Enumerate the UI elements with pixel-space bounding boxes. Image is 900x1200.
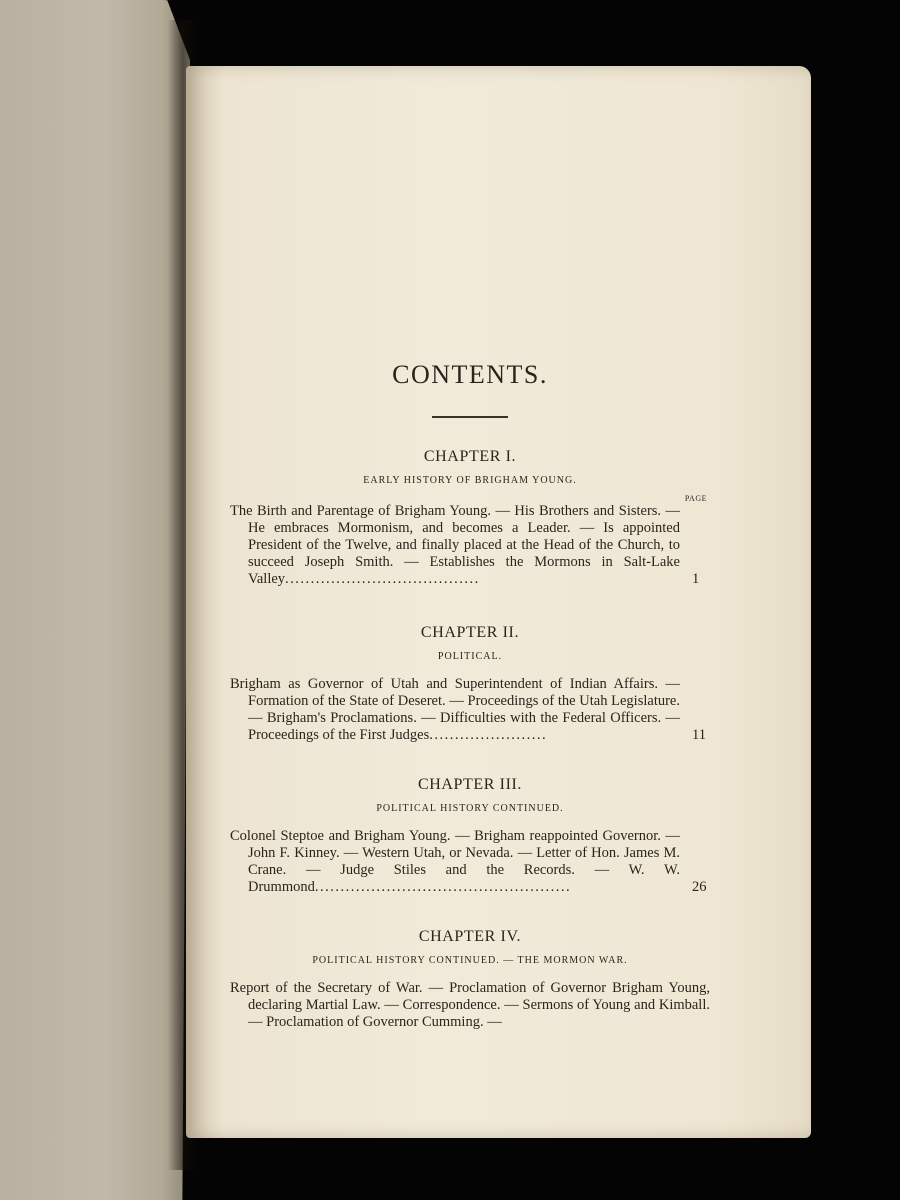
chapter-heading: CHAPTER I. <box>423 448 517 465</box>
chapter-heading: CHAPTER IV. <box>418 928 522 945</box>
dot-leader: .................................................. <box>314 879 572 895</box>
chapter-3 <box>230 776 710 896</box>
chapter-summary-text: Brigham as Governor of Utah and Superintendent of Indian Affairs. — Formation of the State of Deseret. — Proceedings of the Utah Legislature. — Brigham's Proclamations. — Difficulties with the Federal Officers. — Proceedings of the First Judges <box>230 676 680 743</box>
page-column-label: PAGE <box>684 494 707 503</box>
dot-leader: ...................................... <box>285 571 480 587</box>
chapter-heading: CHAPTER III. <box>417 776 523 793</box>
chapter-summary-text: Report of the Secretary of War. — Proclamation of Governor Brigham Young, declaring Martial Law. — Correspondence. — Sermons of Young and Kimball. — Proclamation of Governor Cumming. — <box>230 980 710 1030</box>
chapter-subtitle: EARLY HISTORY OF BRIGHAM YOUNG. <box>363 475 577 486</box>
chapter-summary: Colonel Steptoe and Brigham Young. — Brigham reappointed Governor. — John F. Kinney. — Western Utah, or Nevada. — Letter of Hon. James M. Crane. — Judge Stiles and the Records. — W. W. Drummond.................................................. 26 <box>230 828 707 895</box>
left-facing-page <box>0 0 190 1200</box>
chapter-1 <box>230 448 710 588</box>
chapter-summary-text: Colonel Steptoe and Brigham Young. — Brigham reappointed Governor. — John F. Kinney. — Western Utah, or Nevada. — Letter of Hon. James M. Crane. — Judge Stiles and the Records. — W. W. Drummond <box>230 828 680 895</box>
chapter-4 <box>230 928 710 1031</box>
chapter-summary: The Birth and Parentage of Brigham Young. — His Brothers and Sisters. — He embraces Mormonism, and becomes a Leader. — Is appointed President of the Twelve, and finally placed at the Head of the Church, to succeed Joseph Smith. — Establishes the Mormons in Salt-Lake Valley...................................... 1 <box>230 503 700 587</box>
chapter-2 <box>230 624 710 744</box>
title-rule <box>432 416 508 418</box>
chapter-summary-text: The Birth and Parentage of Brigham Young. — His Brothers and Sisters. — He embraces Mormonism, and becomes a Leader. — Is appointed President of the Twelve, and finally placed at the Head of the Church, to succeed Joseph Smith. — Establishes the Mormons in Salt-Lake Valley <box>230 503 680 587</box>
contents-page <box>230 360 710 1031</box>
chapter-subtitle: POLITICAL HISTORY CONTINUED. — THE MORMON WAR. <box>312 955 628 966</box>
chapter-heading: CHAPTER II. <box>420 624 520 641</box>
page-title: CONTENTS. <box>392 360 548 389</box>
chapter-subtitle: POLITICAL. <box>437 651 503 662</box>
dot-leader: ....................... <box>429 727 548 743</box>
chapter-summary <box>230 980 710 1031</box>
chapter-subtitle: POLITICAL HISTORY CONTINUED. <box>376 803 564 814</box>
chapter-summary: Brigham as Governor of Utah and Superintendent of Indian Affairs. — Formation of the State of Deseret. — Proceedings of the Utah Legislature. — Brigham's Proclamations. — Difficulties with the Federal Officers. — Proceedings of the First Judges....................... 11 <box>230 676 706 743</box>
